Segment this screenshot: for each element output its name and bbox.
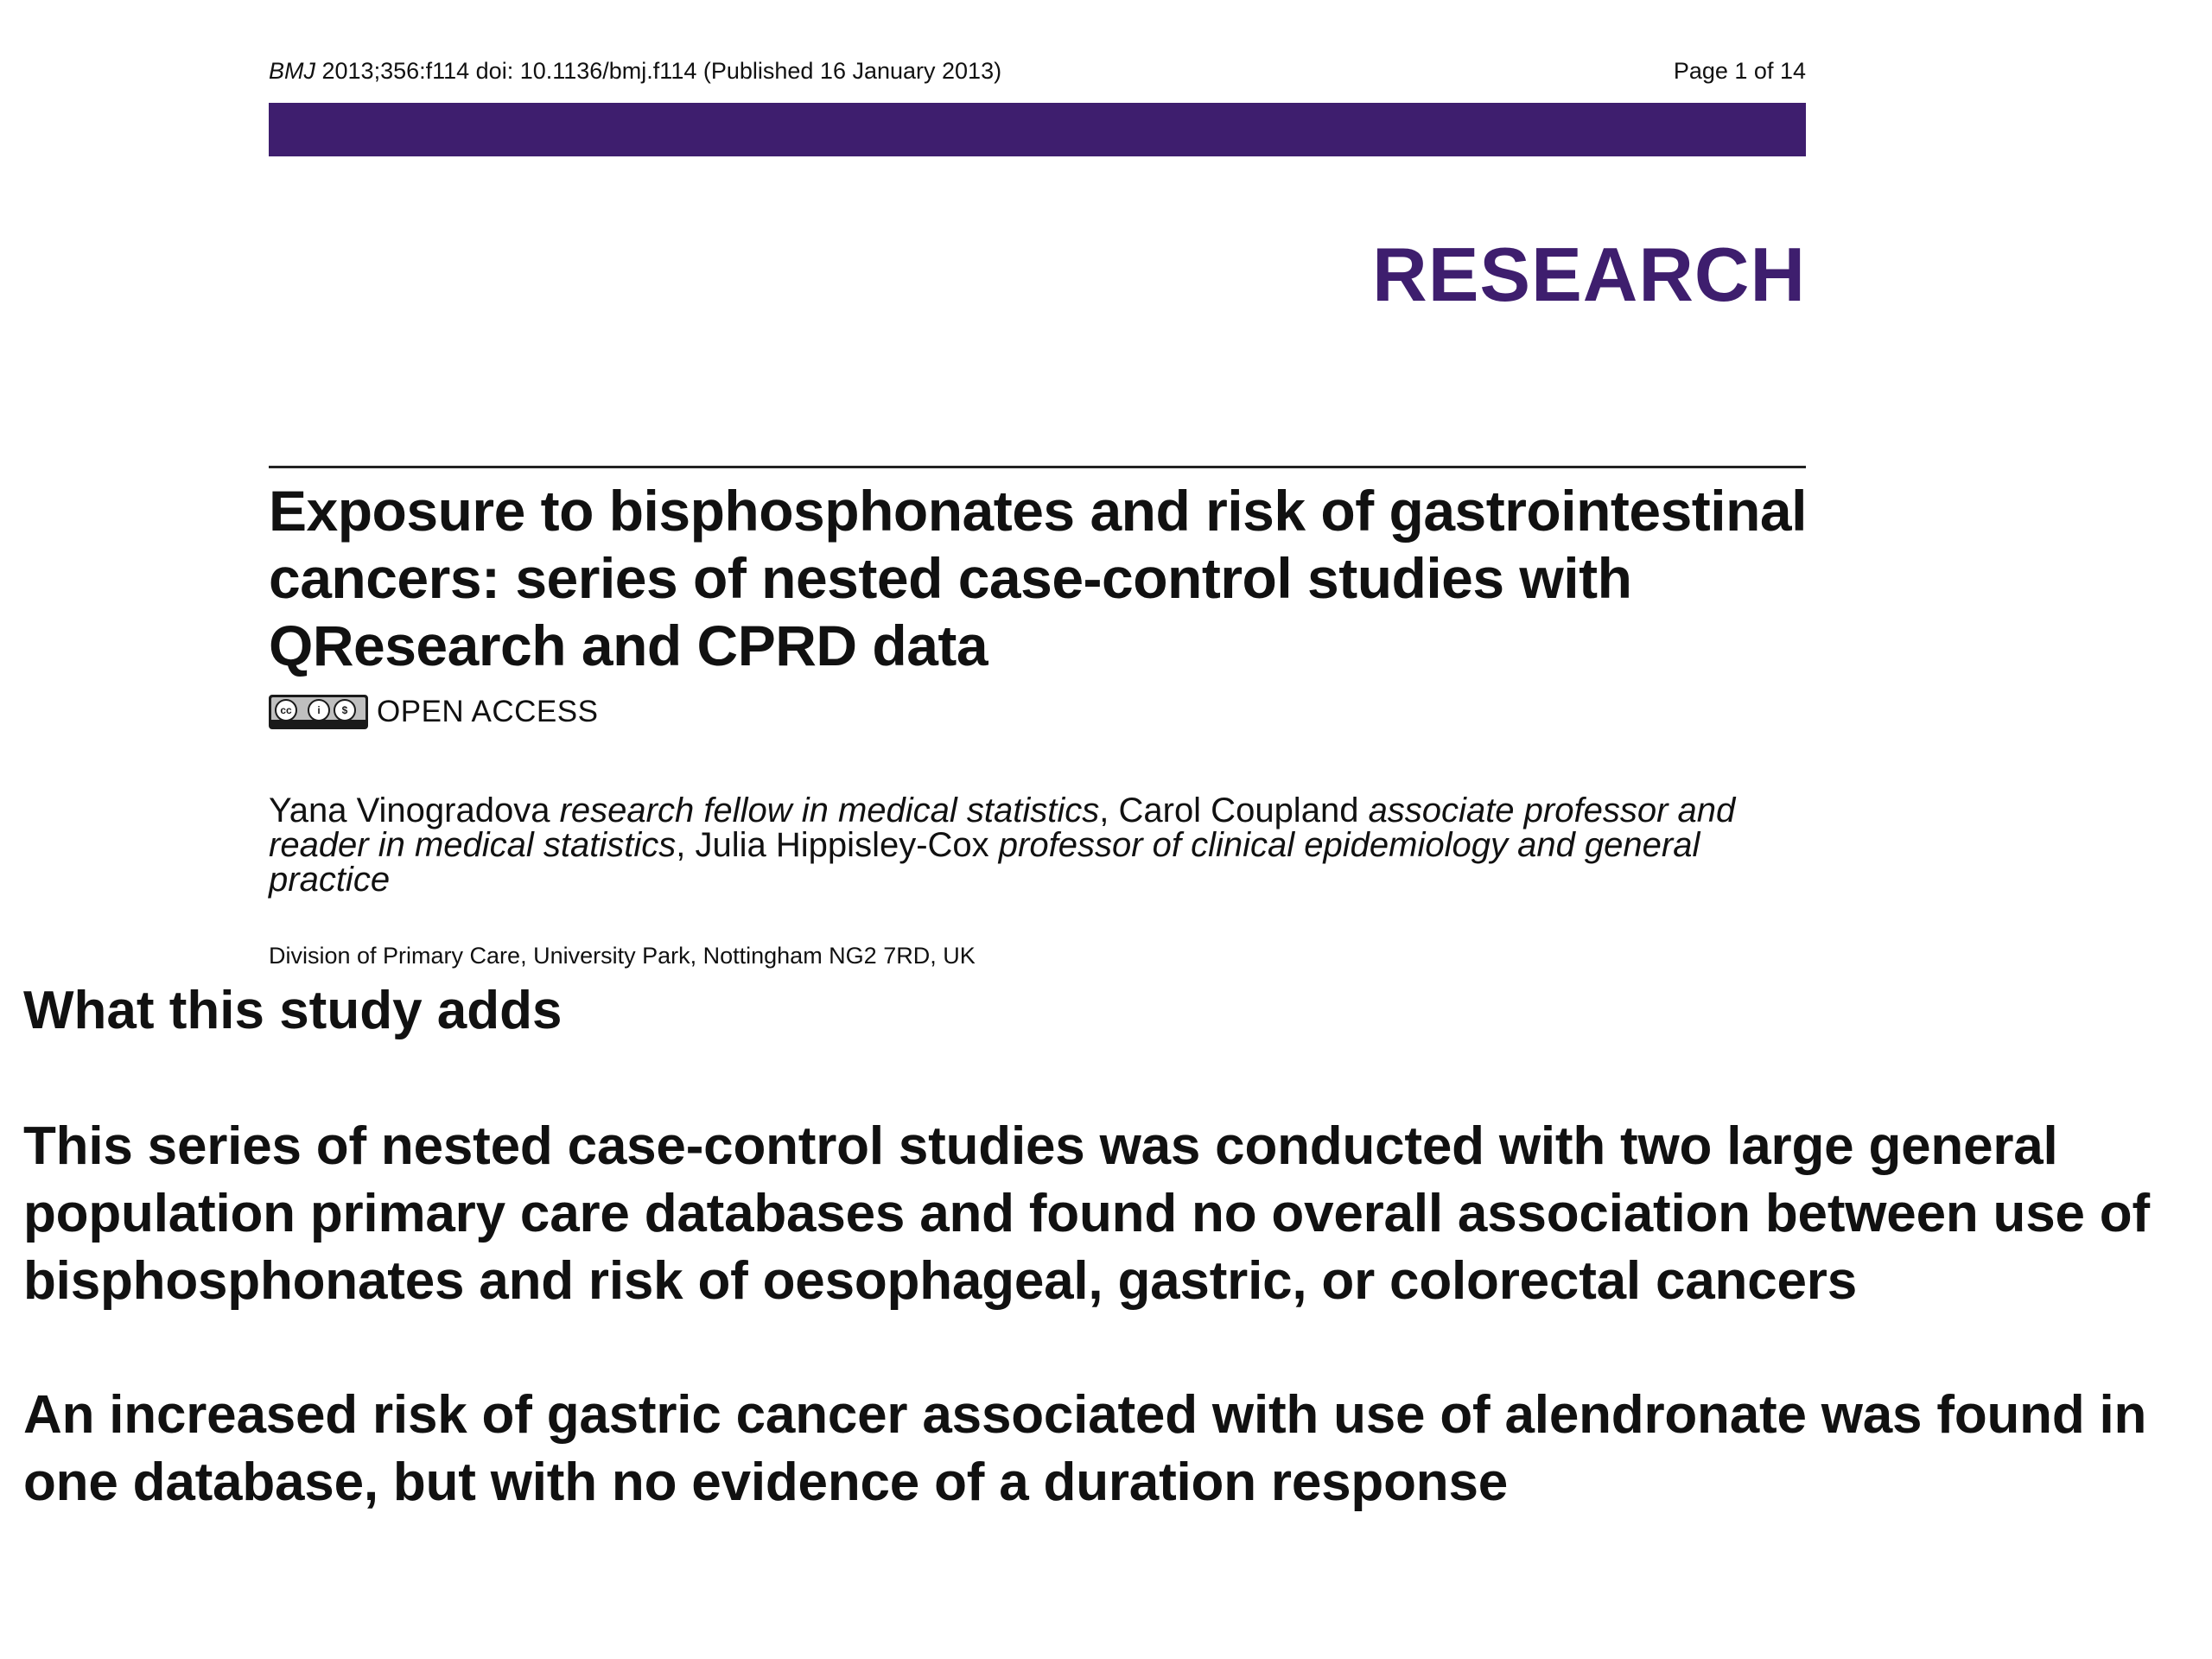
open-access-row [269, 693, 598, 731]
page-number: Page 1 of 14 [1673, 58, 1806, 84]
affiliation: Division of Primary Care, University Park, Nottingham NG2 7RD, UK [269, 943, 976, 969]
author-name: Carol Coupland [1118, 791, 1359, 830]
citation [269, 55, 1001, 86]
author-list: Yana Vinogradova research fellow in medical statistics, Carol Coupland associate professor and reader in medical statistics, Julia Hippisley-Cox professor of clinical epidemiology and general practice [269, 791, 1736, 899]
author-name: Yana Vinogradova [269, 791, 550, 830]
section-label: RESEARCH [1372, 232, 1806, 317]
author-role: professor of clinical epidemiology and general practice [269, 826, 1700, 899]
what-this-study-adds-heading: What this study adds [23, 981, 563, 1040]
citation-details: 2013;356:f114 doi: 10.1136/bmj.f114 (Published 16 January 2013) [315, 58, 1002, 84]
paper-title: Exposure to bisphosphonates and risk of gastrointestinal cancers: series of nested case-control studies with QResearch and CPRD data [269, 479, 1807, 677]
study-finding-paragraph: An increased risk of gastric cancer associated with use of alendronate was found in one database, but with no evidence of a duration response [23, 1385, 2147, 1512]
author-name: Julia Hippisley-Cox [695, 826, 989, 864]
open-access-label: OPEN ACCESS [377, 695, 599, 728]
author-role: associate professor and reader in medical statistics [269, 791, 1736, 864]
creative-commons-icon: cc i $ [269, 695, 368, 729]
page-header [269, 55, 1806, 86]
journal-name: BMJ [269, 58, 315, 84]
header-bar [269, 103, 1806, 156]
study-finding-paragraph: This series of nested case-control studies was conducted with two large general population primary care databases and found no overall association between use of bisphosphonates and risk of oesophageal, gastric, or colorectal cancers [23, 1116, 2150, 1311]
author-role: research fellow in medical statistics [559, 791, 1100, 830]
title-divider [269, 466, 1806, 468]
